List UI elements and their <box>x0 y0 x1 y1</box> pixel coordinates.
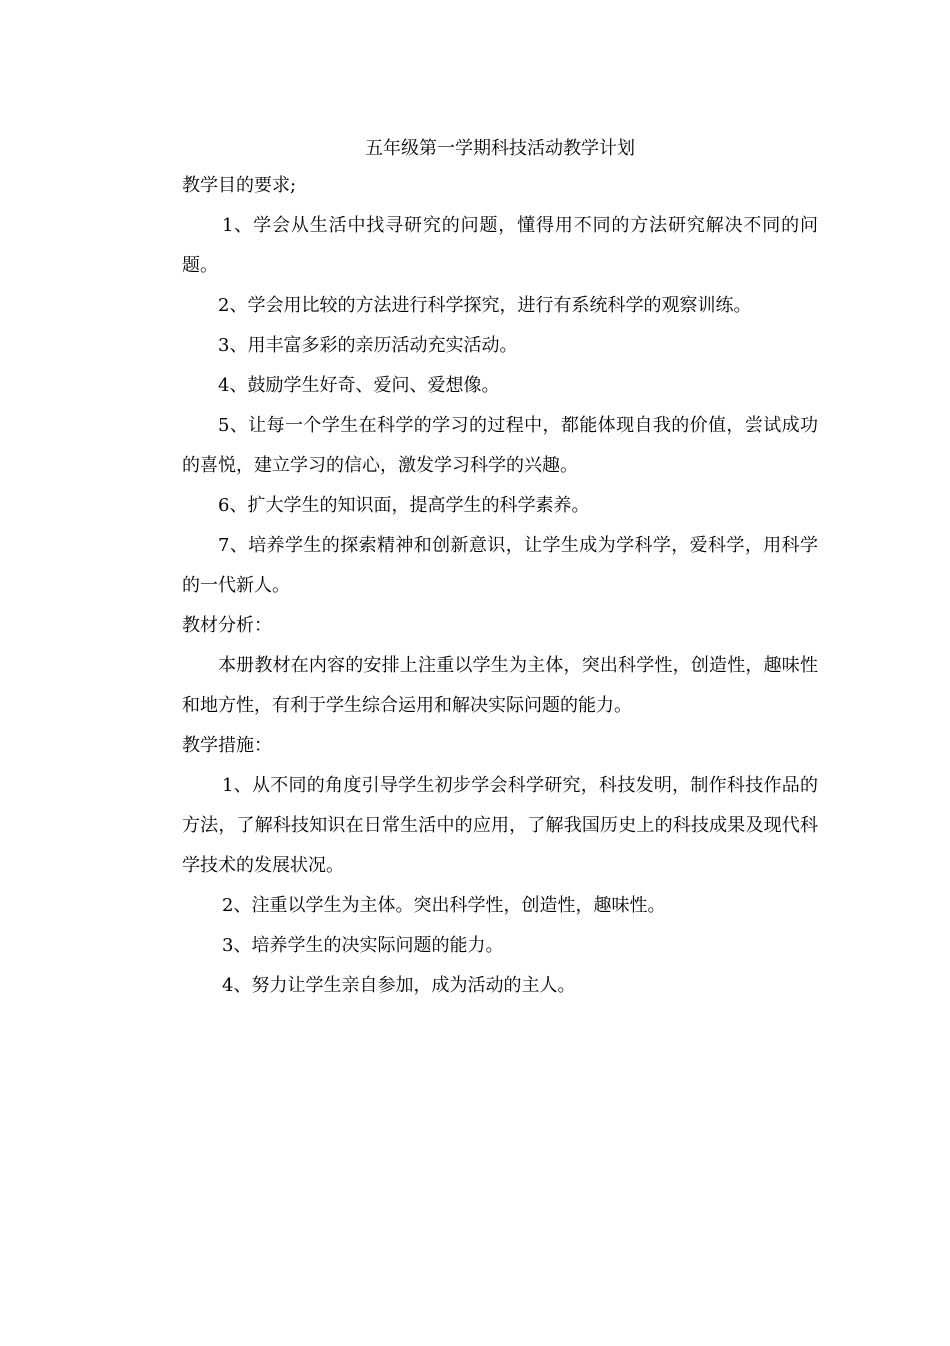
measure-item-1: 1、从不同的角度引导学生初步学会科学研究，科技发明，制作科技作品的方法，了解科技知识在日常生活中的应用，了解我国历史上的科技成果及现代科学技术的发展状况。 <box>182 775 818 876</box>
goal-item-2: 2、学会用比较的方法进行科学探究，进行有系统科学的观察训练。 <box>218 295 752 316</box>
goal-item-7: 7、培养学生的探索精神和创新意识，让学生成为学科学，爱科学，用科学的一代新人。 <box>182 535 818 596</box>
goal-item-5: 5、让每一个学生在科学的学习的过程中，都能体现自我的价值，尝试成功的喜悦，建立学习的信心，激发学习科学的兴趣。 <box>182 415 818 476</box>
goal-item-4: 4、鼓励学生好奇、爱问、爱想像。 <box>218 375 500 396</box>
section-heading-goals: 教学目的要求; <box>182 175 297 196</box>
section-heading-measures: 教学措施： <box>182 735 272 756</box>
goal-item-3: 3、用丰富多彩的亲历活动充实活动。 <box>218 335 518 356</box>
document-title: 五年级第一学期科技活动教学计划 <box>365 138 635 159</box>
measure-item-2: 2、注重以学生为主体。突出科学性，创造性，趣味性。 <box>222 895 666 916</box>
section-heading-analysis: 教材分析： <box>182 615 272 636</box>
measure-item-3: 3、培养学生的决实际问题的能力。 <box>222 935 504 956</box>
goal-item-1: 1、学会从生活中找寻研究的问题，懂得用不同的方法研究解决不同的问题。 <box>182 215 818 276</box>
analysis-text: 本册教材在内容的安排上注重以学生为主体，突出科学性，创造性，趣味性和地方性，有利于学生综合运用和解决实际问题的能力。 <box>182 655 818 716</box>
goal-item-6: 6、扩大学生的知识面，提高学生的科学素养。 <box>218 495 590 516</box>
measure-item-4: 4、努力让学生亲自参加，成为活动的主人。 <box>222 975 576 996</box>
